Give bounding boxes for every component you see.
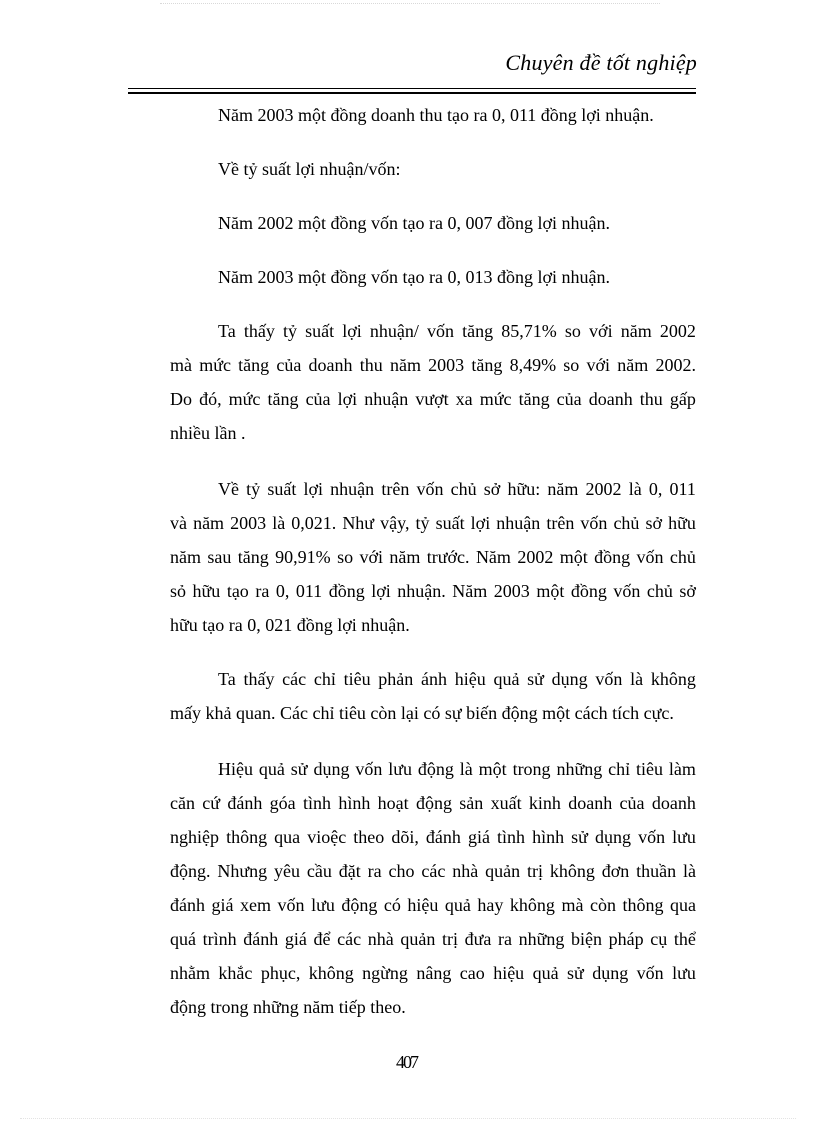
word: thông <box>226 827 268 847</box>
word: tiêu <box>636 759 663 779</box>
word: lợi <box>371 581 391 601</box>
word: sỏ <box>170 581 187 601</box>
word: theo <box>353 827 385 847</box>
word: sở <box>645 513 663 533</box>
word: vioệc <box>307 827 347 847</box>
paragraph-line: động trong những năm tiếp theo. <box>170 997 406 1017</box>
word: doanh <box>308 355 353 375</box>
word: 2002 <box>585 479 622 499</box>
word: là <box>459 759 473 779</box>
word: giá <box>211 895 234 915</box>
word: chỉ <box>313 669 336 689</box>
word: của <box>305 389 331 409</box>
word: ánh <box>421 669 448 689</box>
word: vốn <box>636 963 664 983</box>
word: giá <box>467 827 490 847</box>
word: tỷ <box>246 479 261 499</box>
word: trị <box>526 861 543 881</box>
word: hình <box>532 827 565 847</box>
word: nghiệp <box>170 827 219 847</box>
word: xuất <box>490 793 522 813</box>
paragraph-line <box>170 894 696 916</box>
word: là <box>628 479 642 499</box>
word: hình <box>338 793 371 813</box>
word: nhuận. <box>397 581 446 601</box>
word: pháp <box>608 929 644 949</box>
word: là <box>272 513 286 533</box>
word: gấp <box>669 389 696 409</box>
word: quá <box>170 929 196 949</box>
word: các <box>337 929 362 949</box>
word: giá <box>284 929 307 949</box>
word: cho <box>388 861 415 881</box>
word: lưu <box>672 827 696 847</box>
word: so <box>564 321 581 341</box>
paragraph-line: hữu tạo ra 0, 021 đồng lợi nhuận. <box>170 615 410 635</box>
word: những <box>556 759 603 779</box>
word: thấy <box>243 669 275 689</box>
word: nhà <box>452 861 479 881</box>
word: đưa <box>464 929 492 949</box>
word: tăng <box>518 389 550 409</box>
word: cao <box>459 963 485 983</box>
word: có <box>383 895 401 915</box>
word: một <box>559 547 588 567</box>
word: Năm <box>475 547 511 567</box>
word: 2003 <box>230 513 267 533</box>
word: các <box>282 669 307 689</box>
word: hữu <box>192 581 221 601</box>
word: tạo <box>226 581 249 601</box>
word: chủ <box>669 547 696 567</box>
word: lợi <box>337 389 358 409</box>
word: hữu: <box>507 479 541 499</box>
word: quả <box>258 759 285 779</box>
word: động. <box>170 861 211 881</box>
word: 2002 <box>659 321 696 341</box>
paragraph-line <box>218 478 696 500</box>
word: xa <box>455 389 473 409</box>
word: 2003 <box>493 581 530 601</box>
word: doanh <box>568 793 613 813</box>
word: trên <box>546 513 575 533</box>
word: Do <box>170 389 192 409</box>
word: hay <box>477 895 504 915</box>
word: 011 <box>295 581 323 601</box>
paragraph-line: mấy khả quan. Các chỉ tiêu còn lại có sự biến động một cách tích cực. <box>170 703 674 723</box>
paragraph-line <box>170 860 696 882</box>
word: tình <box>302 793 331 813</box>
word: vốn <box>277 895 305 915</box>
word: sản <box>459 793 484 813</box>
word: yêu <box>274 861 301 881</box>
word: tiêu <box>343 669 371 689</box>
word: hoạt <box>377 793 409 813</box>
word: năm <box>170 547 201 567</box>
word: doanh <box>651 793 696 813</box>
word: 2002. <box>655 355 696 375</box>
paragraph-line <box>218 668 696 690</box>
word: tỷ <box>415 513 430 533</box>
word: năm <box>193 513 225 533</box>
word: Nhưng <box>217 861 268 881</box>
paragraph-line <box>170 546 696 568</box>
paragraph-line: nhiều lần . <box>170 423 246 443</box>
word: làm <box>668 759 696 779</box>
word: vốn <box>595 669 623 689</box>
word: vượt <box>415 389 449 409</box>
word: hiệu <box>454 669 486 689</box>
word: Hiệu <box>218 759 253 779</box>
word: với <box>589 321 613 341</box>
word: lợi <box>470 513 491 533</box>
word: trị <box>441 929 458 949</box>
word: 8,49% <box>509 355 557 375</box>
word: nhuận/ <box>369 321 419 341</box>
word: sử <box>290 759 308 779</box>
word: đánh <box>425 827 461 847</box>
word: năm <box>389 547 421 567</box>
paragraph-line: Năm 2003 một đồng vốn tạo ra 0, 013 đồng lợi nhuận. <box>218 267 610 287</box>
word: đặt <box>338 861 361 881</box>
word: thuần <box>636 861 677 881</box>
word: tăng <box>471 355 503 375</box>
word: qua <box>274 827 301 847</box>
word: lưu <box>672 963 696 983</box>
word: phục, <box>260 963 301 983</box>
word: tăng <box>267 389 299 409</box>
word: năm <box>617 355 649 375</box>
word: mà <box>561 895 584 915</box>
paragraph-line <box>218 320 696 342</box>
word: kinh <box>528 793 561 813</box>
word: vốn <box>416 479 444 499</box>
word: hữu <box>668 513 696 533</box>
paragraph-line: Về tỷ suất lợi nhuận/vốn: <box>218 159 401 179</box>
word: Về <box>218 479 239 499</box>
word: là <box>630 669 644 689</box>
word: sở <box>483 479 501 499</box>
word: vốn <box>427 321 455 341</box>
word: mức <box>479 389 512 409</box>
word: tăng <box>237 547 269 567</box>
word: đồng <box>328 581 365 601</box>
word: nâng <box>416 963 452 983</box>
word: quả <box>444 895 471 915</box>
word: năm <box>620 321 652 341</box>
word: đồng <box>570 581 607 601</box>
word: 0, <box>275 581 290 601</box>
word: động <box>415 793 452 813</box>
word: mà <box>170 355 192 375</box>
word: không <box>549 861 595 881</box>
word: qua <box>670 895 696 915</box>
word: và <box>170 513 187 533</box>
word: với <box>359 547 383 567</box>
paragraph-line <box>170 580 696 602</box>
word: chủ <box>646 581 673 601</box>
word: đồng <box>594 547 631 567</box>
word: trước. <box>426 547 470 567</box>
word: phản <box>378 669 414 689</box>
paragraph-line <box>170 388 696 410</box>
word: lợi <box>303 479 324 499</box>
word: một <box>478 759 507 779</box>
word: vốn <box>355 759 383 779</box>
document-header-title: Chuyên đề tốt nghiệp <box>505 50 697 75</box>
word: ra <box>497 929 512 949</box>
paragraph-line <box>170 792 696 814</box>
word: đánh <box>227 793 263 813</box>
word: căn <box>170 793 195 813</box>
word: sử <box>527 669 544 689</box>
word: thấy <box>243 321 275 341</box>
word: 011 <box>669 479 696 499</box>
word: Ta <box>218 321 236 341</box>
word: quả <box>493 669 520 689</box>
word: hiệu <box>407 895 439 915</box>
word: 2003 <box>428 355 465 375</box>
word: 0, <box>648 479 663 499</box>
word: khắc <box>218 963 253 983</box>
paragraph-line <box>170 928 696 950</box>
word: suất <box>435 513 465 533</box>
word: năm <box>389 355 421 375</box>
word: tăng <box>462 321 494 341</box>
word: sử <box>571 827 588 847</box>
word: của <box>556 389 582 409</box>
word: năm <box>547 479 579 499</box>
word: không <box>650 669 696 689</box>
word: đánh <box>170 895 205 915</box>
word: quản <box>400 929 436 949</box>
word: không <box>308 963 354 983</box>
page-number: 407 <box>396 1052 417 1072</box>
word: ra <box>367 861 382 881</box>
word: 85,71% <box>501 321 557 341</box>
paragraph-line <box>218 758 696 780</box>
paragraph-line <box>170 962 696 984</box>
word: cứ <box>202 793 221 813</box>
word: dụng <box>595 827 631 847</box>
word: nhà <box>367 929 394 949</box>
word: mức <box>199 355 231 375</box>
paragraph-line <box>170 512 696 534</box>
word: biện <box>570 929 602 949</box>
word: thu <box>639 389 663 409</box>
paragraph-line <box>170 354 696 376</box>
word: trong <box>512 759 551 779</box>
word: nhuận <box>364 389 409 409</box>
word: so <box>563 355 580 375</box>
word: lưu <box>388 759 412 779</box>
word: Năm <box>452 581 488 601</box>
word: tình <box>497 827 526 847</box>
word: còn <box>589 895 616 915</box>
word: góa <box>269 793 296 813</box>
word: trình <box>202 929 237 949</box>
word: ra <box>255 581 270 601</box>
word: không <box>509 895 555 915</box>
word: suất <box>305 321 335 341</box>
word: chủ <box>613 513 640 533</box>
word: ngừng <box>362 963 408 983</box>
word: của <box>619 793 645 813</box>
word: dụng <box>551 669 588 689</box>
word: Như <box>342 513 375 533</box>
paragraph-line: Năm 2002 một đồng vốn tạo ra 0, 007 đồng lợi nhuận. <box>218 213 610 233</box>
word: 90,91% <box>275 547 331 567</box>
word: động <box>341 895 378 915</box>
word: sử <box>567 963 584 983</box>
word: những <box>518 929 565 949</box>
word: 2002 <box>517 547 554 567</box>
word: suất <box>267 479 297 499</box>
word: vốn <box>613 581 641 601</box>
word: so <box>337 547 354 567</box>
word: đơn <box>601 861 630 881</box>
word: đánh <box>243 929 279 949</box>
word: nhuận <box>496 513 541 533</box>
word: động <box>417 759 454 779</box>
word: 0,021. <box>291 513 337 533</box>
word: tăng <box>238 355 270 375</box>
word: cụ <box>650 929 668 949</box>
word: dụng <box>592 963 629 983</box>
word: lợi <box>342 321 362 341</box>
word: thể <box>673 929 696 949</box>
word: chỉ <box>608 759 631 779</box>
word: tỷ <box>282 321 297 341</box>
page-bottom-divider <box>20 1118 796 1119</box>
word: sau <box>207 547 232 567</box>
word: vốn <box>638 827 666 847</box>
word: quả <box>532 963 559 983</box>
word: dụng <box>313 759 350 779</box>
word: vốn <box>636 547 664 567</box>
word: thu <box>359 355 383 375</box>
word: xem <box>240 895 272 915</box>
word: vậy, <box>380 513 410 533</box>
paragraph-line <box>170 826 696 848</box>
word: Ta <box>218 669 236 689</box>
word: hiệu <box>493 963 525 983</box>
word: quản <box>485 861 521 881</box>
word: vốn <box>580 513 608 533</box>
word: cầu <box>306 861 332 881</box>
word: chủ <box>450 479 477 499</box>
word: trên <box>381 479 410 499</box>
word: là <box>682 861 696 881</box>
word: mức <box>228 389 261 409</box>
paragraph-line: Năm 2003 một đồng doanh thu tạo ra 0, 011 đồng lợi nhuận. <box>218 105 654 125</box>
word: nhuận <box>330 479 375 499</box>
word: một <box>536 581 565 601</box>
word: thông <box>622 895 664 915</box>
word: dõi, <box>391 827 419 847</box>
word: lưu <box>311 895 335 915</box>
word: nhằm <box>170 963 210 983</box>
word: với <box>586 355 611 375</box>
word: của <box>276 355 302 375</box>
word: sở <box>679 581 696 601</box>
word: doanh <box>588 389 633 409</box>
word: để <box>313 929 331 949</box>
word: đó, <box>199 389 222 409</box>
word: các <box>421 861 446 881</box>
